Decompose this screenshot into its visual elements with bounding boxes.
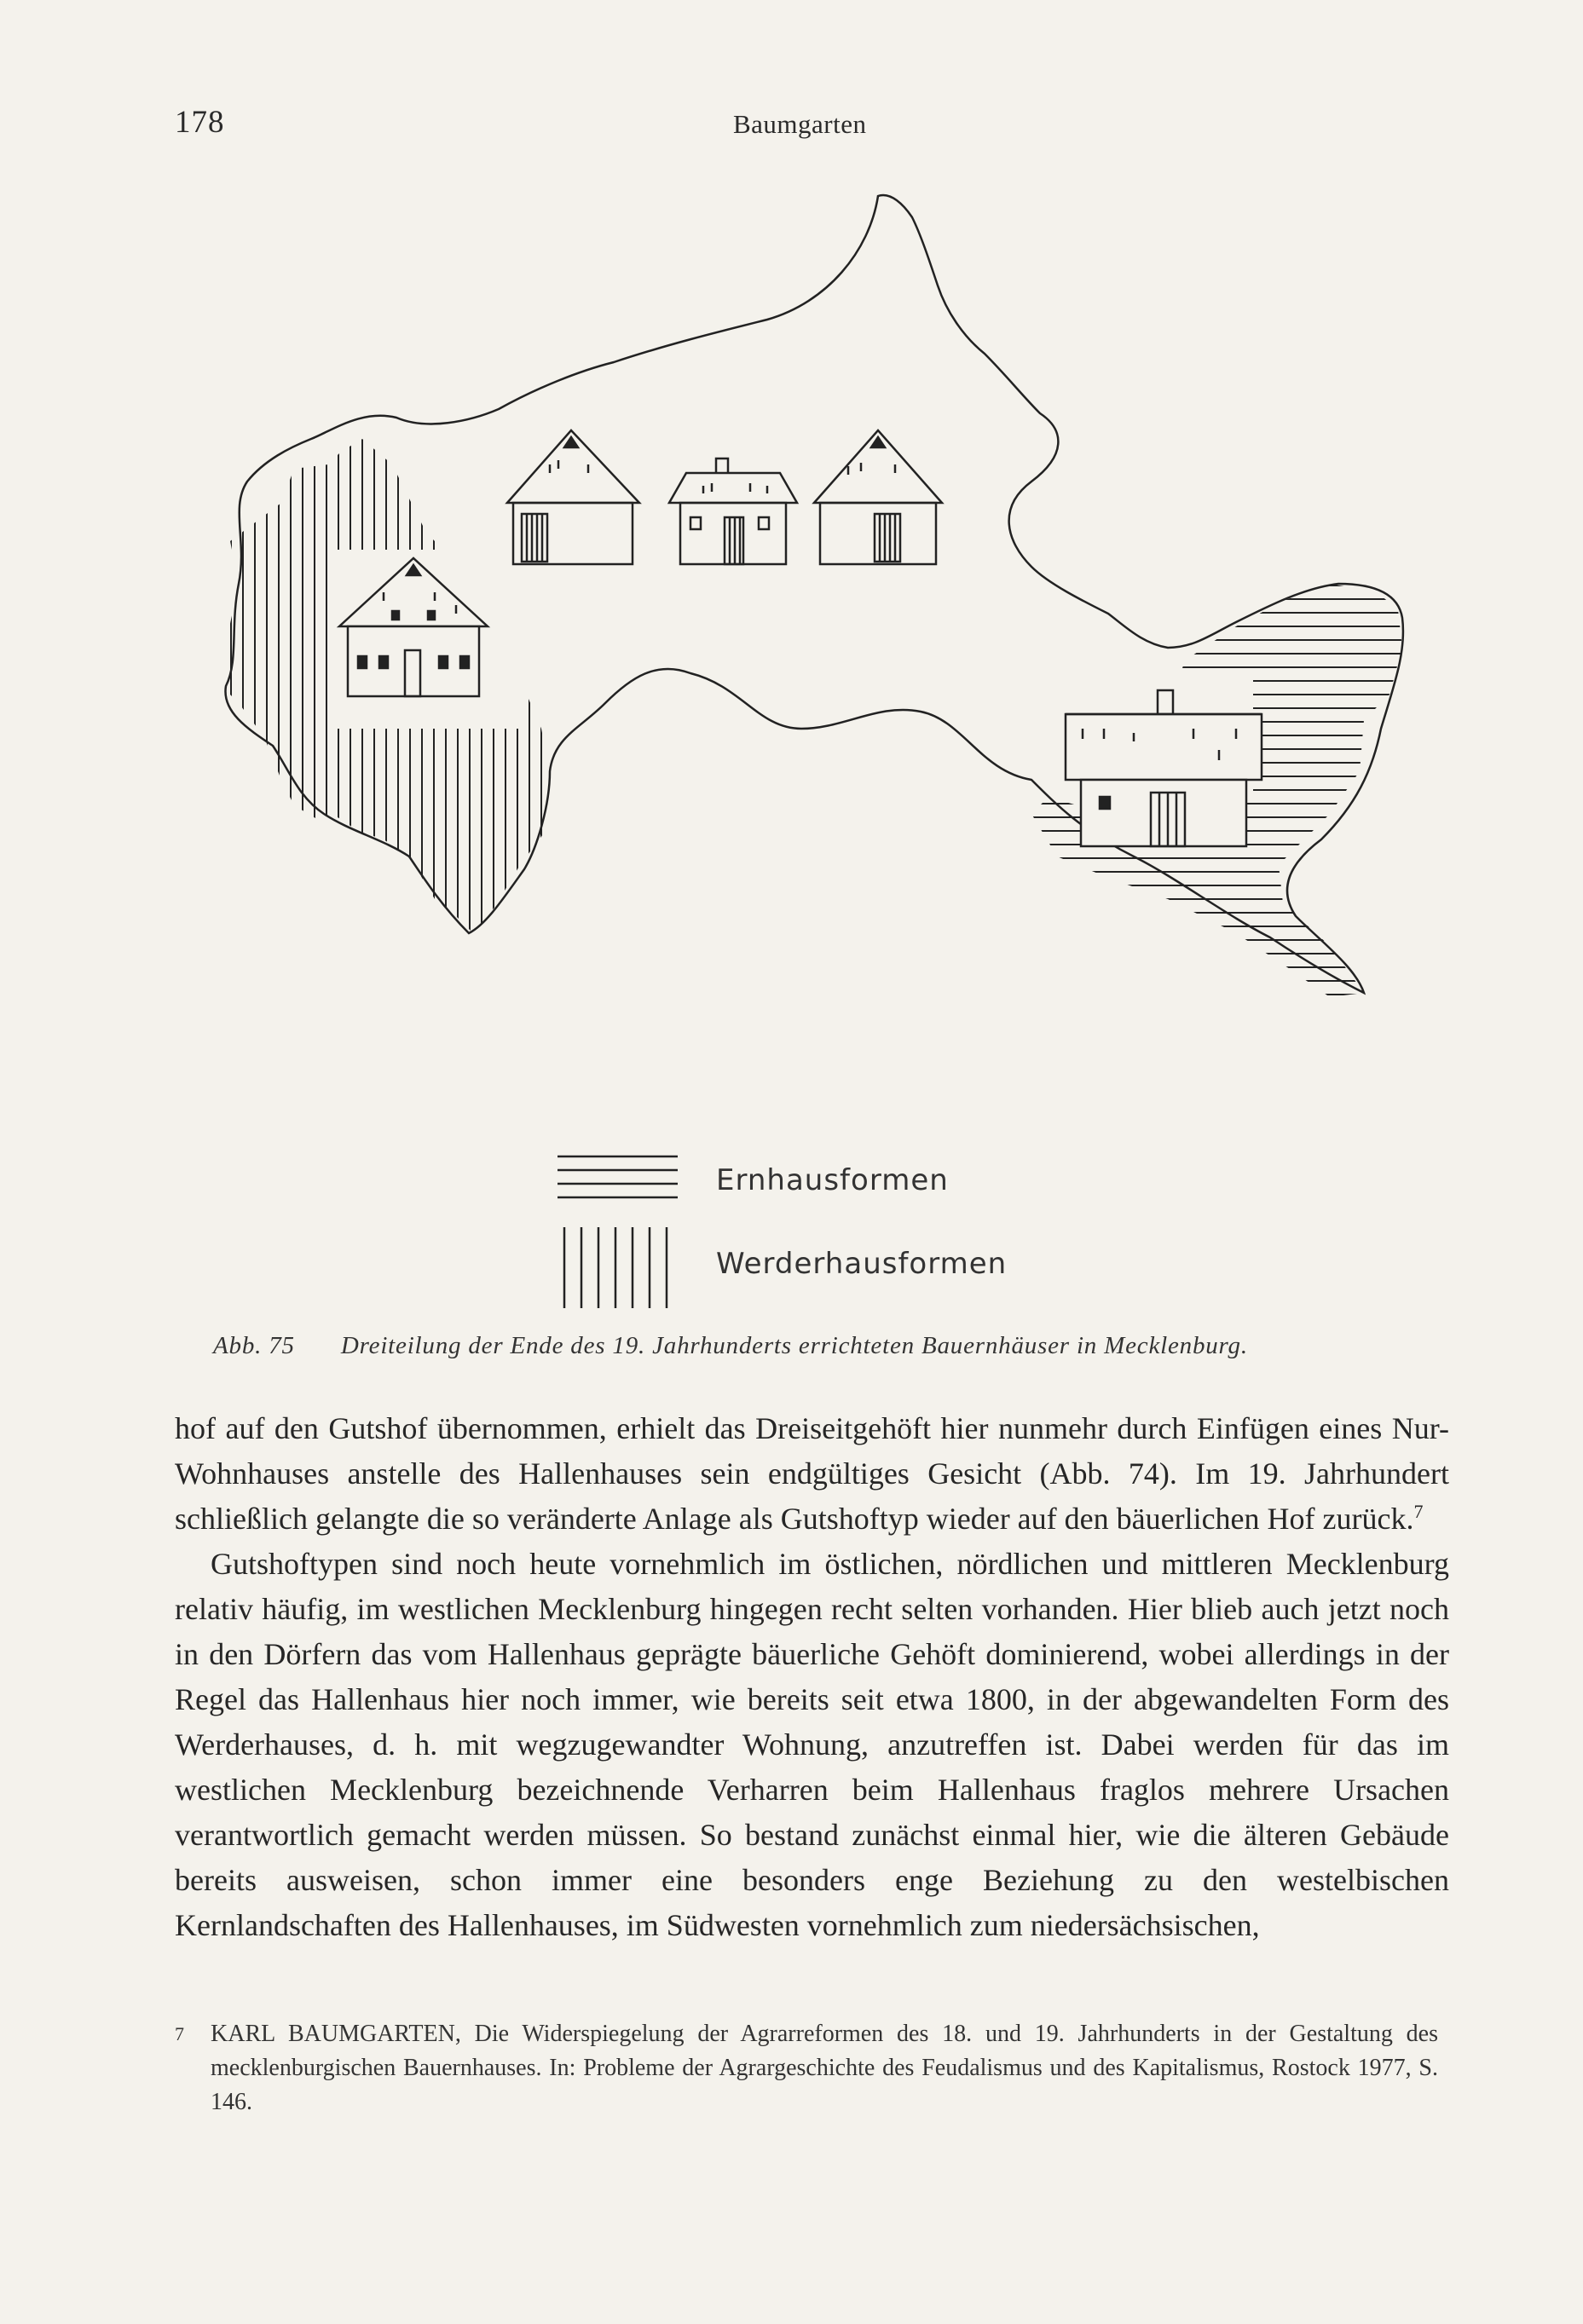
ernhaus-drawing <box>1066 690 1262 846</box>
figure-number: Abb. 75 <box>213 1332 295 1359</box>
paragraph-1-text: hof auf den Gutshof übernommen, erhielt das Dreiseitgehöft hier nunmehr durch Einfügen eines Nur-Wohnhauses anstelle des Hallenhauses sein endgültiges Gesicht (Abb. 74). Im 19. Jahrhundert schließlich gelangte die so veränderte Anlage als Gutshoftyp wieder auf den bäuerlichen Hof zurück. <box>175 1411 1449 1536</box>
werderhaus-swatch <box>564 1227 667 1308</box>
footnote-reference: 7 <box>1413 1501 1424 1522</box>
running-head: Baumgarten <box>733 109 867 139</box>
map-of-mecklenburg <box>213 183 1441 1035</box>
footnote-marker: 7 <box>175 2023 184 2044</box>
legend-label-werderhaus: Werderhausformen <box>716 1247 1008 1281</box>
ernhaus-swatch <box>558 1156 678 1197</box>
footnote <box>175 2017 1449 2119</box>
legend-swatches <box>554 1146 682 1317</box>
legend-label-ernhaus: Ernhausformen <box>716 1163 949 1197</box>
paragraph-1 <box>175 1406 1449 1542</box>
paragraph-2: Gutshoftypen sind noch heute vornehmlich im östlichen, nördlichen und mittleren Mecklenburg relativ häufig, im westlichen Mecklenburg hingegen recht selten vorhanden. Hier blieb auch jetzt noch in den Dörfern das vom Hallenhaus geprägte bäuerliche Gehöft dominierend, wobei allerdings in der Regel das Hallenhaus hier noch immer, wie bereits seit etwa 1800, in der abgewandelten Form des Werderhauses, d. h. mit wegzugewandter Wohnung, anzutreffen ist. Dabei werden für das im westlichen Mecklenburg bezeichnende Verharren beim Hallenhaus fraglos mehrere Ursachen verantwortlich gemacht werden müssen. So bestand zunächst einmal hier, wie die älteren Gebäude bereits ausweisen, schon immer eine besonders enge Beziehung zu den westelbischen Kernlandschaften des Hallenhauses, im Südwesten vornehmlich zum niedersächsischen, <box>175 1547 1449 1942</box>
figure-caption <box>213 1332 1424 1360</box>
figure-caption-text: Dreiteilung der Ende des 19. Jahrhunderts errichteten Bauernhäuser in Mecklenburg. <box>340 1332 1248 1359</box>
page-number: 178 <box>175 105 225 140</box>
body-text <box>175 1406 1449 1948</box>
legend <box>554 1146 1066 1317</box>
footnote-text: KARL BAUMGARTEN, Die Widerspiegelung der Agrarreformen des 18. und 19. Jahrhunderts in der Gestaltung des mecklenburgischen Bauernhauses. In: Probleme der Agrargeschichte des Feudalismus und des Kapitalismus, Rostock 1977, S. 146. <box>211 2021 1438 2115</box>
